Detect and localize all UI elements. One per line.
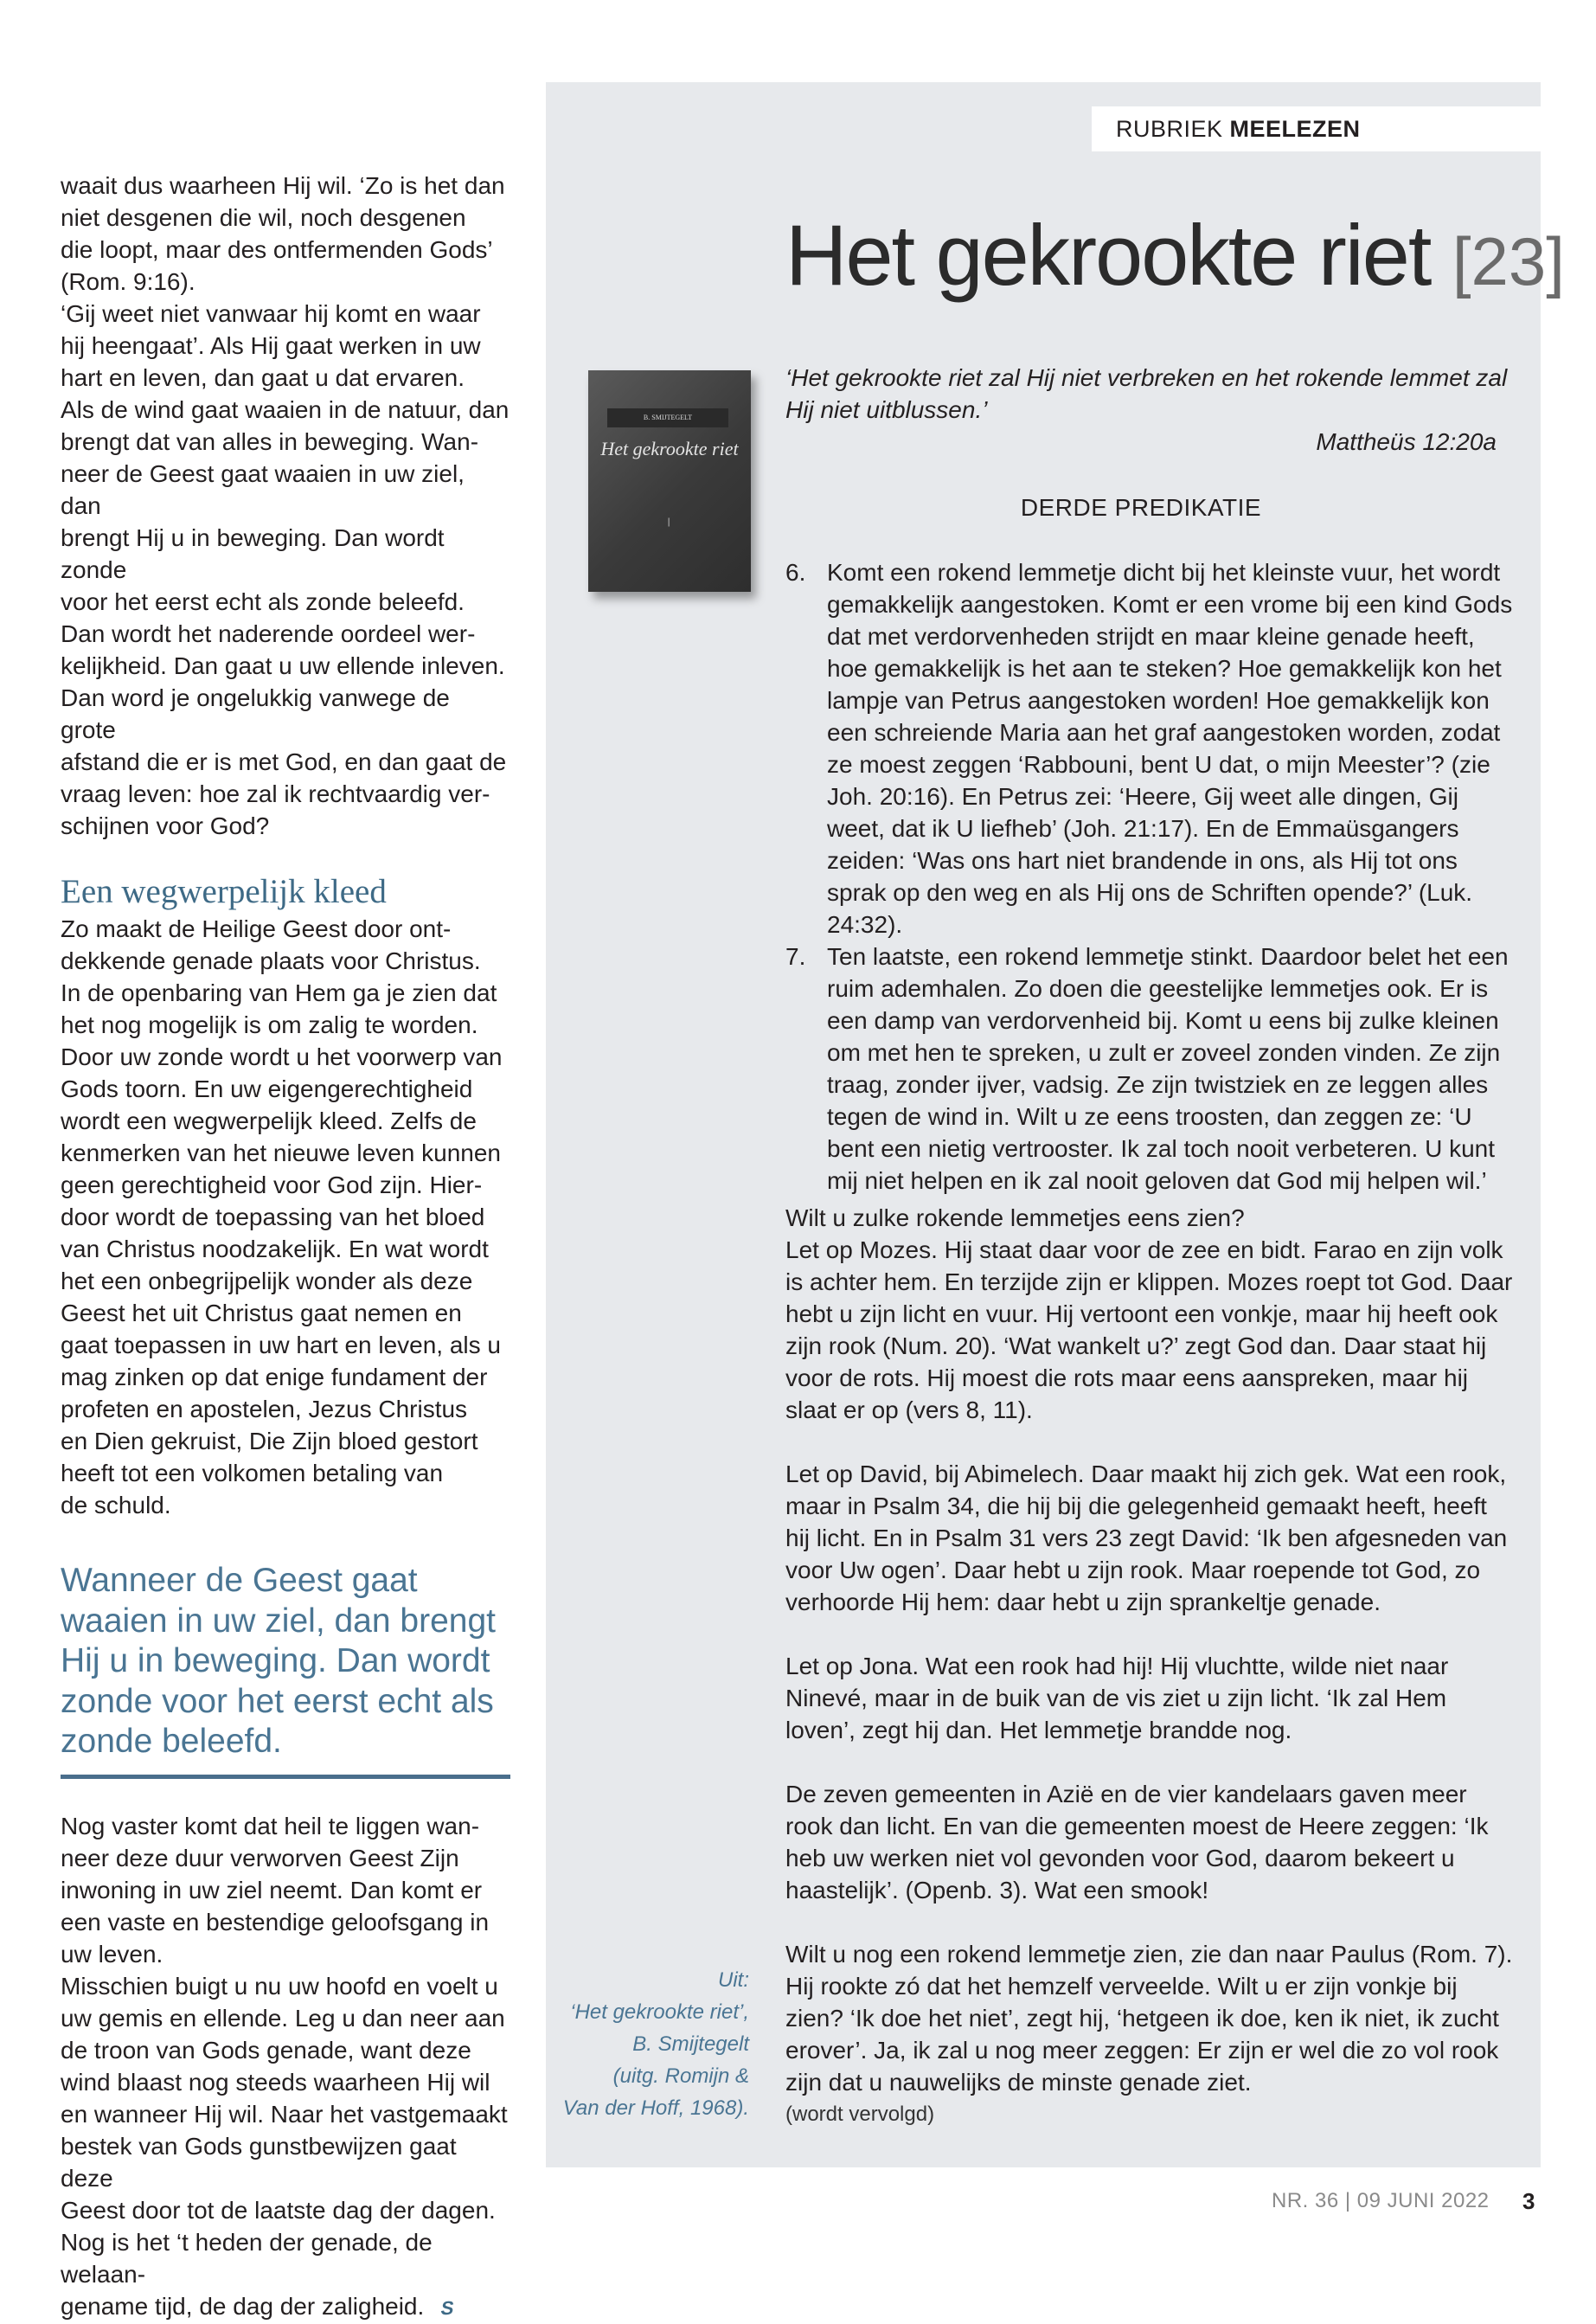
image-caption: Uit: ‘Het gekrookte riet’, B. Smijtegelt (uitg. Romijn & Van der Hoff, 1968). (562, 1968, 749, 2120)
epigraph-quote: ‘Het gekrookte riet zal Hij niet verbreken en het rokende lemmet zal Hij niet uitblussen.’ (785, 364, 1508, 423)
book-cover-title: Het gekrookte riet (600, 438, 739, 459)
book-cover-mark: ❘ (665, 517, 673, 527)
article-title (785, 208, 1565, 309)
left-intro-text: waait dus waarheen Hij wil. ‘Zo is het dan niet desgenen die wil, noch desgenen die loopt, maar des ontfermenden Gods’ (Rom. 9:16). ‘Gij weet niet vanwaar hij komt en waar hij heengaat’. Als Hij gaat werken in uw hart en leven, dan gaat u dat ervaren. Als de wind gaat waaien in de natuur, dan brengt dat van alles in beweging. Wan- neer de Geest gaat waaien in uw ziel, dan brengt Hij u in beweging. Dan wordt zonde voor het eerst echt als zonde beleefd. Dan wordt het naderende oordeel wer- kelijkheid. Dan gaat u uw ellende inleven. Dan word je ongelukkig vanwege de grote afstand die er is met God, en dan gaat de vraag leven: hoe zal ik rechtvaardig ver- schijnen voor God? (61, 172, 510, 839)
list-item-number: 7. (785, 943, 806, 970)
rubriek-header (1092, 106, 1541, 151)
body-paragraph: De zeven gemeenten in Azië en de vier kandelaars gaven meer rook dan licht. En van die gemeenten moest de Heere zeggen: ‘Ik heb uw werken niet vol gevonden voor God, daarom bekeert u haastelijk’. (Openb. 3). Wat een smook! (785, 1781, 1489, 1903)
rubriek-label: RUBRIEK (1116, 116, 1230, 142)
left-column (61, 170, 510, 2324)
list-item-number: 6. (785, 559, 806, 586)
body-paragraph: Wilt u zulke rokende lemmetjes eens zien? Let op Mozes. Hij staat daar voor de zee en bidt. Farao en zijn volk is achter hem. En terzijde zijn er klippen. Mozes roept tot God. Daar hebt u zijn licht en vuur. Hij vertoont een vonkje, maar hij heeft ook zijn rook (Num. 20). ‘Wat wankelt u?’ zegt God dan. Daar staat hij voor de rots. Hij moest die rots maar eens aanspreken, maar hij slaat er op (vers 8, 11). (785, 1204, 1513, 1423)
book-cover-image (588, 370, 751, 592)
body-paragraph: Let op Jona. Wat een rook had hij! Hij vluchtte, wilde niet naar Ninevé, maar in de buik van de vis ziet u zijn licht. ‘Ik zal Hem loven’, zegt hij dan. Het lemmetje brandde nog. (785, 1653, 1449, 1743)
pull-quote: Wanneer de Geest gaat waaien in uw ziel, dan brengt Hij u in beweging. Dan wordt zonde voor het eerst echt als zonde beleefd. (61, 1562, 496, 1760)
body-paragraph: Let op David, bij Abimelech. Daar maakt hij zich gek. Wat een rook, maar in Psalm 34, die hij bij die gelegenheid gemaakt heeft, heeft hij licht. En in Psalm 31 vers 23 zegt David: ‘Ik ben afgesneden van voor Uw ogen’. Daar hebt u zijn rook. Maar roepende tot God, zo verhoorde Hij hem: daar hebt u zijn sprankeltje genade. (785, 1461, 1508, 1615)
continued-note: (wordt vervolgd) (785, 2103, 935, 2126)
body-paragraph: Wilt u nog een rokend lemmetje zien, zie dan naar Paulus (Rom. 7). Hij rookte zó dat het hemzelf verveelde. Wilt u er zijn vonkje bij zien? ‘Ik doe het niet’, zegt hij, ‘hetgeen ik doe, ken ik niet, ik zucht erover’. Ja, ik zal u nog meer zeggen: Er zijn er wel die zo vol rook zijn dat u nauwelijks de minste genade ziet. (785, 1941, 1513, 2096)
left-section-text: Zo maakt de Heilige Geest door ont- dekkende genade plaats voor Christus. In de openbaring van Hem ga je zien dat het nog mogelijk is om zalig te worden. Door uw zonde wordt u het voorwerp van Gods toorn. En uw eigengerechtigheid wordt een wegwerpelijk kleed. Zelfs de kenmerken van het nieuwe leven kunnen geen gerechtigheid voor God zijn. Hier- door wordt de toepassing van het bloed van Christus noodzakelijk. En wat wordt het een onbegrijpelijk wonder als deze Geest het uit Christus gaat nemen en gaat toepassen in uw hart en leven, als u mag zinken op dat enige fundament der profeten en apostelen, Jezus Christus en Dien gekruist, Die Zijn bloed gestort heeft tot een volkomen betaling van de schuld. (61, 915, 503, 1518)
end-mark-icon: S (439, 2296, 457, 2319)
page-number: 3 (1522, 2188, 1535, 2214)
article-title-text: Het gekrookte riet (785, 207, 1452, 303)
list-item (785, 556, 1516, 941)
issue-info: NR. 36 | 09 JUNI 2022 (1272, 2189, 1490, 2212)
rubriek-name: MEELEZEN (1229, 116, 1361, 142)
list-item-text: Ten laatste, een rokend lemmetje stinkt. Daardoor belet het een ruim ademhalen. Zo doen die geestelijke lemmetjes ook. Er is een damp van verdorvenheid bij. Komt u eens bij zulke kleinen om met hen te spreken, u zult er zoveel zonden vinden. Ze zijn traag, zonder ijver, vadsig. Ze zijn twistziek en ze leggen alles tegen de wind in. Wilt u ze eens troosten, dan zeggen ze: ‘U bent een nietig vertrooster. Ik zal toch nooit verbeteren. U kunt mij niet helpen en ik zal nooit geloven dat God mij helpen wil.’ (827, 943, 1509, 1194)
article-title-number: [23] (1452, 223, 1565, 299)
left-closing-paragraph (61, 1810, 510, 2324)
book-cover-author: B. SMIJTEGELT (643, 414, 693, 421)
list-item-text: Komt een rokend lemmetje dicht bij het kleinste vuur, het wordt gemakkelijk aangestoken. Komt er een vrome bij een kind Gods dat met verdorvenheden strijdt en maar kleine genade heeft, hoe gemakkelijk is het aan te steken? Hoe gemakkelijk kon het lampje van Petrus aangestoken worden! Hoe gemakkelijk kon een schreiende Maria aan het graf aangestoken worden, zodat ze moest zeggen ‘Rabbouni, bent U dat, o mijn Meester’? (zie Joh. 20:16). En Petrus zei: ‘Heere, Gij weet alle dingen, Gij weet, dat ik U liefheb’ (Joh. 21:17). En de Emmaüsgangers zeiden: ‘Was ons hart niet brandende in ons, als Hij tot ons sprak op den weg en als Hij ons de Schriften opende?’ (Luk. 24:32). (827, 559, 1513, 938)
list-item (785, 941, 1516, 1197)
section-heading: Een wegwerpelijk kleed (61, 873, 387, 910)
article-body (785, 1202, 1516, 2130)
pull-quote-rule (61, 1775, 510, 1779)
left-closing-text: Nog vaster komt dat heil te liggen wan- neer deze duur verworven Geest Zijn inwoning in uw ziel neemt. Dan komt er een vaste en bestendige geloofsgang in uw leven. Misschien buigt u nu uw hoofd en voelt u uw gemis en ellende. Leg u dan neer aan de troon van Gods genade, want deze wind blaast nog steeds waarheen Hij wil en wanneer Hij wil. Naar het vastgemaakt bestek van Gods gunstbewijzen gaat deze Geest door tot de laatste dag der dagen. Nog is het ‘t heden der genade, de welaan- gename tijd, de dag der zaligheid. (61, 1812, 508, 2320)
sermon-subheading: DERDE PREDIKATIE (1020, 494, 1262, 521)
epigraph-reference: Mattheüs 12:20a (1316, 428, 1497, 455)
book-cover-band (607, 408, 728, 427)
numbered-list (785, 556, 1516, 1197)
